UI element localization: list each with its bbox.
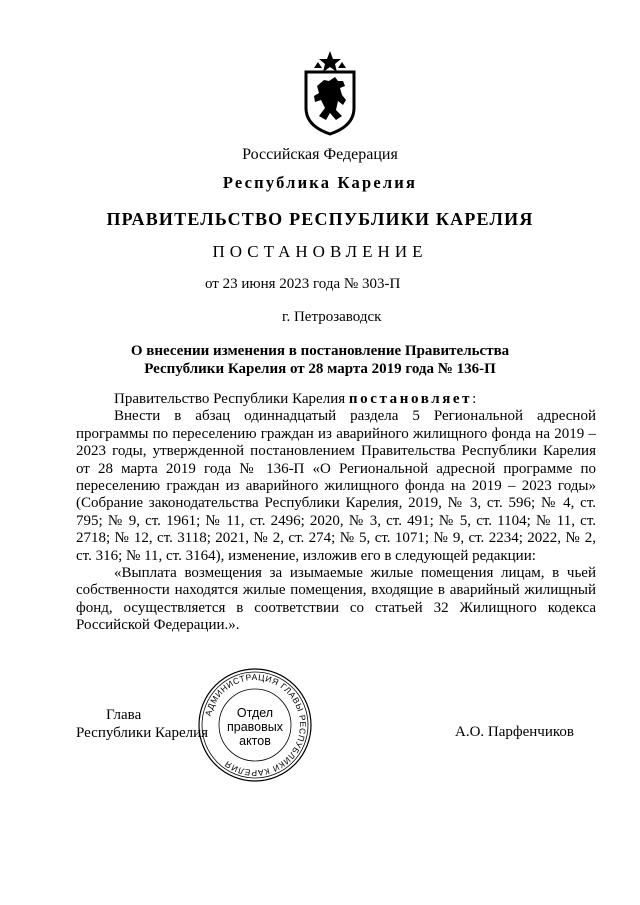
- document-type: ПОСТАНОВЛЕНИЕ: [212, 242, 428, 261]
- body-paragraph-1: Внести в абзац одиннадцатый раздела 5 Региональной адресной программы по переселению граждан из аварийного жилищного фонда на 2019 – 2023 годы, утвержденной постановлением Правительства Республики Карелия от 28 марта 2019 года № 136-П «О Региональной адресной программе по переселению граждан из аварийного жилищного фонда на 2019 – 2023 годы» (Собрание законодательства Республики Карелия, 2019, № 3, ст. 596; № 4, ст. 795; № 9, ст. 1961; № 11, ст. 2496; 2020, № 3, ст. 491; № 5, ст. 1104; № 11, ст. 2718; № 12, ст. 3118; 2021, № 2, ст. 274; № 5, ст. 1071; № 9, ст. 2234; 2022, № 2, ст. 316; № 11, ст. 3164), изменение, изложив его в следующей редакции:: [76, 408, 596, 564]
- title-line-1: О внесении изменения в постановление Правительства: [130, 343, 510, 359]
- coat-of-arms-emblem: [298, 50, 362, 136]
- stamp-inner-line-2: правовых: [227, 720, 283, 734]
- document-date-number: от 23 июня 2023 года № 303-П: [205, 276, 401, 292]
- document-city: г. Петрозаводск: [282, 309, 382, 325]
- stamp-inner-line-3: актов: [239, 734, 271, 748]
- stamp-ring-text: АДМИНИСТРАЦИЯ ГЛАВЫ РЕСПУБЛИКИ КАРЕЛИЯ: [202, 671, 309, 779]
- stamp-inner-text: [226, 706, 284, 748]
- stamp-inner-line-1: Отдел: [236, 706, 274, 720]
- body-paragraph-2: «Выплата возмещения за изымаемые жилые помещения лицам, в чьей собственности находятся жилые помещения, входящие в аварийный жилищный фонд, осуществляется в соответствии со статьей 32 Жилищного кодекса Российской Федерации.».: [76, 565, 596, 634]
- document-title: [80, 342, 560, 378]
- intro-prefix: Правительство Республики Карелия: [114, 391, 349, 407]
- country-name: Российская Федерация: [242, 146, 398, 163]
- signatory-position: [76, 706, 208, 742]
- signatory-position-line-2: Республики Карелия: [76, 725, 209, 741]
- republic-name: Республика Карелия: [222, 173, 418, 192]
- intro-action: постановляет: [348, 391, 473, 407]
- title-line-2: Республики Карелия от 28 марта 2019 года № 136-П: [144, 361, 496, 377]
- intro-paragraph: [76, 391, 596, 408]
- signatory-position-line-1: Глава: [106, 707, 142, 723]
- government-name: ПРАВИТЕЛЬСТВО РЕСПУБЛИКИ КАРЕЛИЯ: [106, 209, 534, 229]
- intro-suffix: :: [472, 391, 477, 407]
- signatory-name: А.О. Парфенчиков: [455, 724, 574, 740]
- document-body: [76, 391, 596, 635]
